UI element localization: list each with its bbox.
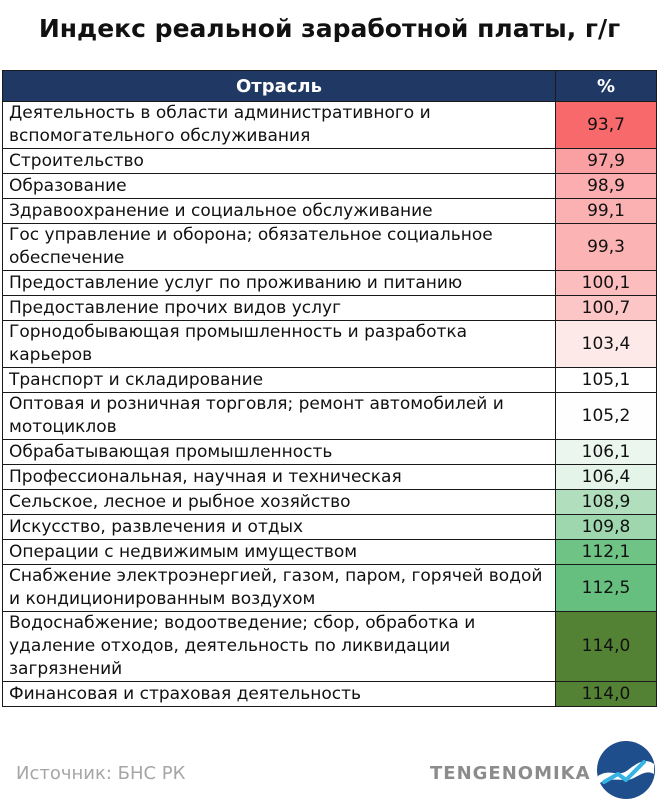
table-row: [3, 490, 657, 515]
industry-name-cell: Операции с недвижимым имуществом: [3, 540, 556, 565]
value-cell: 97,9: [556, 149, 657, 174]
chart-title: Индекс реальной заработной платы, г/г: [38, 14, 621, 43]
table-row: [3, 174, 657, 199]
industry-name-cell: Здравоохранение и социальное обслуживание: [3, 199, 556, 224]
industry-name-cell: Снабжение электроэнергией, газом, паром, горячей водой и кондиционированным воздухом: [3, 565, 556, 612]
table-row: [3, 565, 657, 612]
table-header-row: [3, 71, 657, 102]
column-header-percent: %: [556, 71, 657, 102]
value-cell: 103,4: [556, 321, 657, 368]
table-row: [3, 393, 657, 440]
value-cell: 106,1: [556, 440, 657, 465]
value-cell: 99,3: [556, 224, 657, 271]
table-body: [3, 102, 657, 707]
industry-name-cell: Образование: [3, 174, 556, 199]
brand-name: TENGENOMIKA: [430, 763, 591, 784]
source-note: Источник: БНС РК: [16, 763, 186, 784]
value-cell: 100,1: [556, 271, 657, 296]
value-cell: 106,4: [556, 465, 657, 490]
table-row: [3, 149, 657, 174]
value-cell: 100,7: [556, 296, 657, 321]
industry-name-cell: Оптовая и розничная торговля; ремонт автомобилей и мотоциклов: [3, 393, 556, 440]
value-cell: 93,7: [556, 102, 657, 149]
tengenomika-logo-icon: [596, 740, 656, 800]
value-cell: 109,8: [556, 515, 657, 540]
industry-name-cell: Предоставление прочих видов услуг: [3, 296, 556, 321]
industry-name-cell: Обрабатывающая промышленность: [3, 440, 556, 465]
table-row: [3, 540, 657, 565]
table-row: [3, 321, 657, 368]
value-cell: 112,5: [556, 565, 657, 612]
table-row: [3, 465, 657, 490]
value-cell: 105,2: [556, 393, 657, 440]
industry-name-cell: Сельское, лесное и рыбное хозяйство: [3, 490, 556, 515]
table-row: [3, 102, 657, 149]
industry-name-cell: Водоснабжение; водоотведение; сбор, обработка и удаление отходов, деятельность по ликвидации загрязнений: [3, 612, 556, 682]
wage-index-table: [2, 70, 657, 707]
value-cell: 114,0: [556, 682, 657, 707]
value-cell: 105,1: [556, 368, 657, 393]
table-row: [3, 271, 657, 296]
table-row: [3, 224, 657, 271]
industry-name-cell: Строительство: [3, 149, 556, 174]
value-cell: 98,9: [556, 174, 657, 199]
industry-name-cell: Гос управление и оборона; обязательное социальное обеспечение: [3, 224, 556, 271]
industry-name-cell: Финансовая и страховая деятельность: [3, 682, 556, 707]
industry-name-cell: Деятельность в области административного и вспомогательного обслуживания: [3, 102, 556, 149]
value-cell: 99,1: [556, 199, 657, 224]
table-row: [3, 199, 657, 224]
industry-name-cell: Предоставление услуг по проживанию и питанию: [3, 271, 556, 296]
industry-name-cell: Транспорт и складирование: [3, 368, 556, 393]
value-cell: 114,0: [556, 612, 657, 682]
table-row: [3, 296, 657, 321]
industry-name-cell: Искусство, развлечения и отдых: [3, 515, 556, 540]
table-row: [3, 440, 657, 465]
table-row: [3, 515, 657, 540]
value-cell: 108,9: [556, 490, 657, 515]
industry-name-cell: Профессиональная, научная и техническая: [3, 465, 556, 490]
industry-name-cell: Горнодобывающая промышленность и разработка карьеров: [3, 321, 556, 368]
column-header-industry: Отрасль: [3, 71, 556, 102]
table-row: [3, 612, 657, 682]
table-row: [3, 682, 657, 707]
table-row: [3, 368, 657, 393]
value-cell: 112,1: [556, 540, 657, 565]
